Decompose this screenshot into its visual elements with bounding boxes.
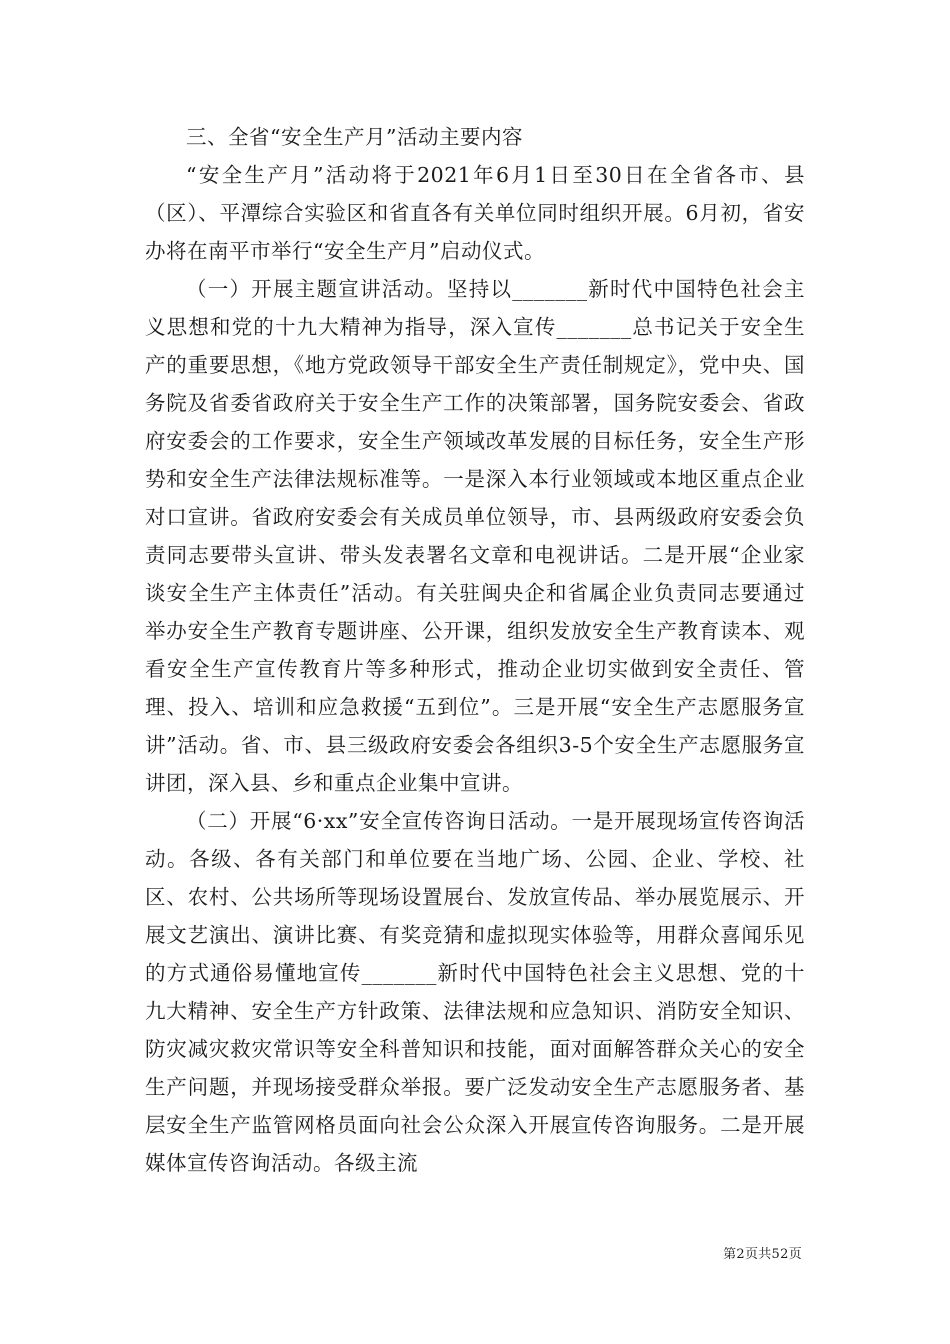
paragraph-theme-lecture: （一）开展主题宣讲活动。坚持以_______新时代中国特色社会主义思想和党的十九大精神为指导，深入宣传_______总书记关于安全生产的重要思想，《地方党政领导干部安全生产责任制规定》，党中央、国务院及省委省政府关于安全生产工作的决策部署，国务院安委会、省政府安委会的工作要求，安全生产领域改革发展的目标任务，安全生产形势和安全生产法律法规标准等。一是深入本行业领域或本地区重点企业对口宣讲。省政府安委会有关成员单位领导，市、县两级政府安委会负责同志要带头宣讲、带头发表署名文章和电视讲话。二是开展“企业家谈安全生产主体责任”活动。有关驻闽央企和省属企业负责同志要通过举办安全生产教育专题讲座、公开课，组织发放安全生产教育读本、观看安全生产宣传教育片等多种形式，推动企业切实做到安全责任、管理、投入、培训和应急救援“五到位”。三是开展“安全生产志愿服务宣讲”活动。省、市、县三级政府安委会各组织3-5个安全生产志愿服务宣讲团，深入县、乡和重点企业集中宣讲。 — [145, 277, 805, 795]
section-heading: 三、全省“安全生产月”活动主要内容 — [186, 125, 523, 149]
document-body — [145, 118, 805, 1182]
paragraph-intro: “安全生产月”活动将于2021年6月1日至30日在全省各市、县（区）、平潭综合实验区和省直各有关单位同时组织开展。6月初，省安办将在南平市举行“安全生产月”启动仪式。 — [145, 163, 805, 263]
page-number-footer: 第2页共52页 — [723, 1247, 802, 1262]
paragraph-consultation-day: （二）开展“6·xx”安全宣传咨询日活动。一是开展现场宣传咨询活动。各级、各有关部门和单位要在当地广场、公园、企业、学校、社区、农村、公共场所等现场设置展台、发放宣传品、举办展览展示、开展文艺演出、演讲比赛、有奖竞猜和虚拟现实体验等，用群众喜闻乐见的方式通俗易懂地宣传_______新时代中国特色社会主义思想、党的十九大精神、安全生产方针政策、法律法规和应急知识、消防安全知识、防灾减灾救灾常识等安全科普知识和技能，面对面解答群众关心的安全生产问题，并现场接受群众举报。要广泛发动安全生产志愿服务者、基层安全生产监管网格员面向社会公众深入开展宣传咨询服务。二是开展媒体宣传咨询活动。各级主流 — [145, 809, 805, 1175]
